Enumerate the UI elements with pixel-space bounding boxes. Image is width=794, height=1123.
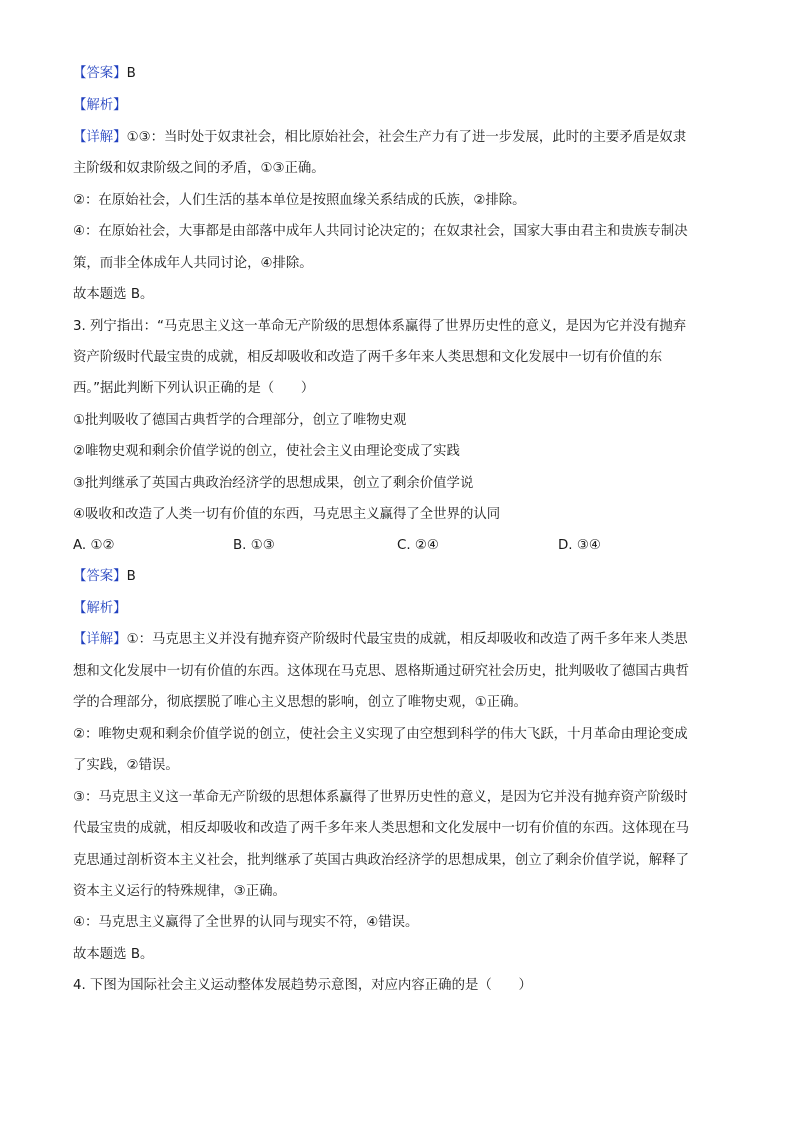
explanation-text: 克思通过剖析资本主义社会，批判继承了英国古典政治经济学的思想成果，创立了剩余价值学说，解释了: [73, 853, 689, 868]
statement-text: ②唯物史观和剩余价值学说的创立，使社会主义由理论变成了实践: [73, 444, 460, 459]
explanation-line: [73, 191, 526, 211]
answer-tag: 【答案】: [73, 569, 127, 584]
statement-item: [73, 474, 473, 494]
statement-text: ①批判吸收了德国古典哲学的合理部分，创立了唯物史观: [73, 413, 407, 428]
explanation-text: ④：在原始社会，大事都是由部落中成年人共同讨论决定的；在奴隶社会，国家大事由君主和贵族专制决: [73, 224, 688, 239]
explanation-line: [73, 630, 688, 650]
option-a: A. ①②: [73, 538, 115, 553]
explanation-line: [73, 913, 418, 933]
analysis-tag: 【解析】: [73, 98, 127, 113]
question-stem: [73, 379, 314, 399]
question-stem: [73, 348, 662, 368]
explanation-line: [73, 725, 688, 745]
answer-tag: 【答案】: [73, 66, 127, 81]
conclusion-line: [73, 945, 153, 965]
explanation-line: [73, 819, 689, 839]
conclusion-line: [73, 285, 153, 305]
question-text: 3. 列宁指出：“马克思主义这一革命无产阶级的思想体系赢得了世界历史性的意义，是因为它并没有抛弃: [73, 319, 687, 334]
explanation-line: [73, 662, 689, 682]
explanation-line: [73, 788, 688, 808]
question-text: 资产阶级时代最宝贵的成就，相反却吸收和改造了两千多年来人类思想和文化发展中一切有价值的东: [73, 350, 663, 365]
explanation-text: 策，而非全体成年人共同讨论，④排除。: [73, 256, 313, 271]
statement-item: [73, 411, 406, 431]
explanation-line: [73, 128, 686, 148]
explanation-line: [73, 222, 688, 242]
statement-item: [73, 442, 460, 462]
answer-value: B: [126, 66, 136, 81]
answer-value: B: [126, 569, 136, 584]
question-text: 西。”据此判断下列认识正确的是（ ）: [73, 381, 315, 396]
option-b: B. ①③: [233, 538, 275, 553]
explanation-text: ④：马克思主义赢得了全世界的认同与现实不符，④错误。: [73, 915, 419, 930]
explanation-text: 资本主义运行的特殊规律，③正确。: [73, 884, 286, 899]
explanation-text: 主阶级和奴隶阶级之间的矛盾，①③正确。: [73, 161, 325, 176]
answer-line: [73, 567, 136, 587]
analysis-heading: [73, 599, 127, 619]
option-d: D. ③④: [558, 538, 601, 553]
statement-text: ③批判继承了英国古典政治经济学的思想成果，创立了剩余价值学说: [73, 476, 474, 491]
analysis-tag: 【解析】: [73, 601, 127, 616]
detail-tag: 【详解】: [73, 130, 127, 145]
analysis-heading: [73, 96, 127, 116]
statement-text: ④吸收和改造了人类一切有价值的东西，马克思主义赢得了全世界的认同: [73, 507, 501, 522]
conclusion-text: 故本题选 B。: [73, 947, 154, 962]
explanation-text: 学的合理部分，彻底摆脱了唯心主义思想的影响，创立了唯物史观，①正确。: [73, 695, 527, 710]
explanation-text: 了实践，②错误。: [73, 758, 179, 773]
explanation-line: [73, 756, 179, 776]
explanation-line: [73, 254, 313, 274]
explanation-text: ②：在原始社会，人们生活的基本单位是按照血缘关系结成的氏族，②排除。: [73, 193, 526, 208]
question-stem: [73, 317, 686, 337]
explanation-text: ③：马克思主义这一革命无产阶级的思想体系赢得了世界历史性的意义，是因为它并没有抛弃资产阶级时: [73, 790, 688, 805]
question-stem: [73, 976, 532, 996]
explanation-line: [73, 882, 286, 902]
answer-line: [73, 64, 136, 84]
explanation-text: ①：马克思主义并没有抛弃资产阶级时代最宝贵的成就，相反却吸收和改造了两千多年来人类思: [126, 632, 688, 647]
explanation-text: ②：唯物史观和剩余价值学说的创立，使社会主义实现了由空想到科学的伟大飞跃，十月革命由理论变成: [73, 727, 688, 742]
explanation-text: 想和文化发展中一切有价值的东西。这体现在马克思、恩格斯通过研究社会历史，批判吸收了德国古典哲: [73, 664, 689, 679]
question-text: 4. 下图为国际社会主义运动整体发展趋势示意图，对应内容正确的是（ ）: [73, 978, 532, 993]
detail-tag: 【详解】: [73, 632, 127, 647]
explanation-text: 代最宝贵的成就，相反却吸收和改造了两千多年来人类思想和文化发展中一切有价值的东西。这体现在马: [73, 821, 689, 836]
explanation-line: [73, 851, 689, 871]
statement-item: [73, 505, 500, 525]
explanation-text: ①③：当时处于奴隶社会，相比原始社会，社会生产力有了进一步发展，此时的主要矛盾是奴隶: [126, 130, 687, 145]
option-c: C. ②④: [397, 538, 439, 553]
conclusion-text: 故本题选 B。: [73, 287, 154, 302]
explanation-line: [73, 159, 325, 179]
explanation-line: [73, 693, 527, 713]
